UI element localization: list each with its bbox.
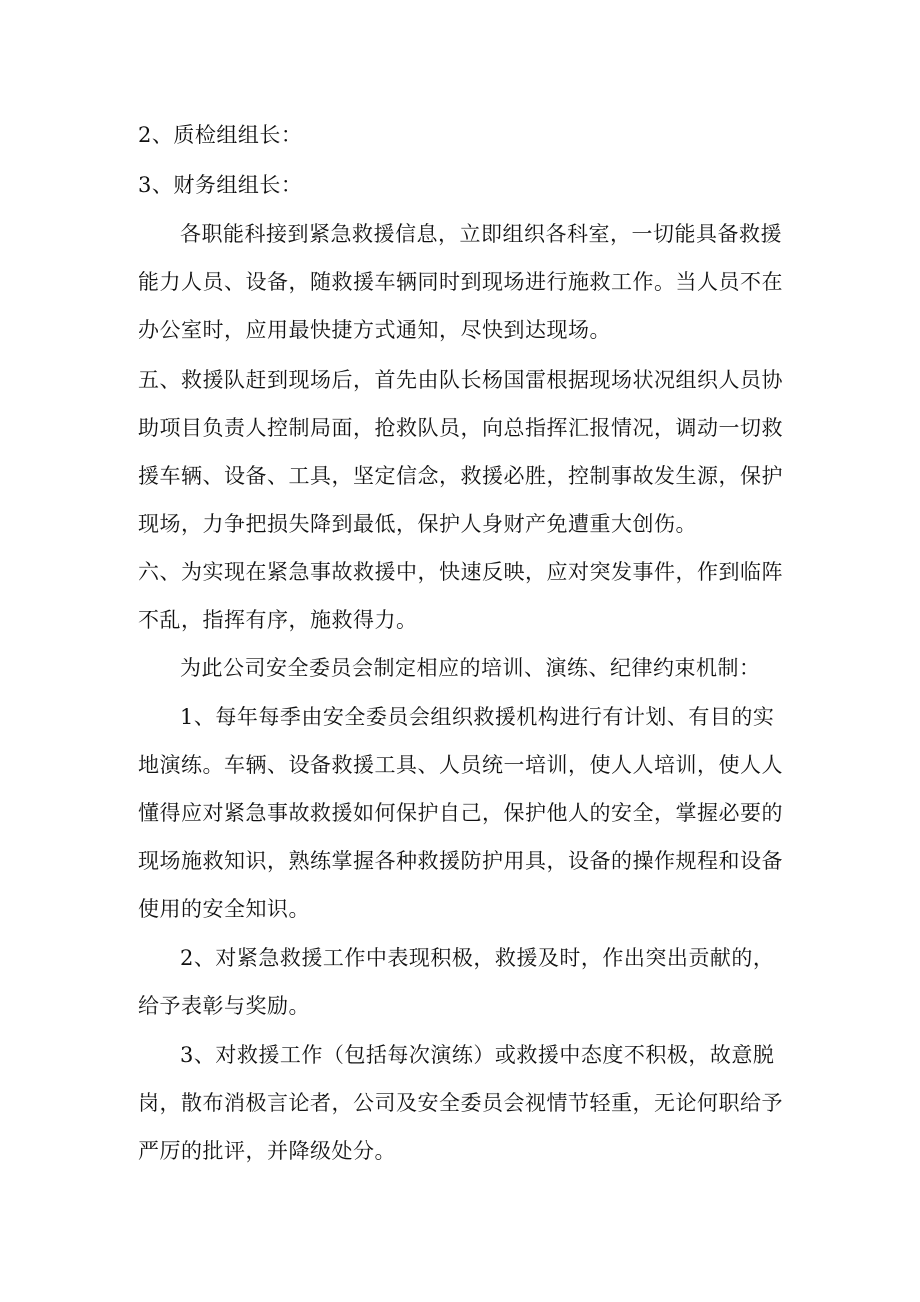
text-line: 使用的安全知识。 [138, 897, 310, 921]
text-line: 给予表彰与奖励。 [138, 994, 310, 1018]
text-line: 五、救援队赶到现场后，首先由队长杨国雷根据现场状况组织人员协 [138, 368, 783, 392]
text-line: 1、每年每季由安全委员会组织救援机构进行有计划、有目的实 [180, 705, 775, 729]
text-line: 能力人员、设备，随救援车辆同时到现场进行施救工作。当人员不在 [138, 270, 783, 294]
text-line: 各职能科接到紧急救援信息，立即组织各科室，一切能具备救援 [180, 222, 782, 246]
text-line: 严厉的批评，并降级处分。 [138, 1139, 396, 1163]
text-line: 六、为实现在紧急事故救援中，快速反映，应对突发事件，作到临阵 [138, 560, 783, 584]
text-line: 懂得应对紧急事故救援如何保护自己，保护他人的安全，掌握必要的 [138, 801, 783, 825]
text-line: 不乱，指挥有序，施救得力。 [138, 608, 418, 632]
text-line: 2、质检组组长： [138, 123, 303, 147]
text-line: 为此公司安全委员会制定相应的培训、演练、纪律约束机制： [180, 656, 761, 680]
text-line: 办公室时，应用最快捷方式通知，尽快到达现场。 [138, 318, 611, 342]
text-line: 现场施救知识，熟练掌握各种救援防护用具，设备的操作规程和设备 [138, 849, 783, 873]
text-line: 岗，散布消极言论者，公司及安全委员会视情节轻重，无论何职给予 [138, 1091, 783, 1115]
text-line: 地演练。车辆、设备救援工具、人员统一培训，使人人培训，使人人 [138, 753, 783, 777]
text-line: 现场，力争把损失降到最低，保护人身财产免遭重大创伤。 [138, 512, 697, 536]
text-line: 援车辆、设备、工具，坚定信念，救援必胜，控制事故发生源，保护 [138, 464, 783, 488]
text-line: 2、对紧急救援工作中表现积极，救援及时，作出突出贡献的， [180, 946, 775, 970]
text-line: 3、对救援工作（包括每次演练）或救援中态度不积极，故意脱 [180, 1043, 775, 1067]
text-line: 3、财务组组长： [138, 173, 303, 197]
text-line: 助项目负责人控制局面，抢救队员，向总指挥汇报情况，调动一切救 [138, 416, 783, 440]
